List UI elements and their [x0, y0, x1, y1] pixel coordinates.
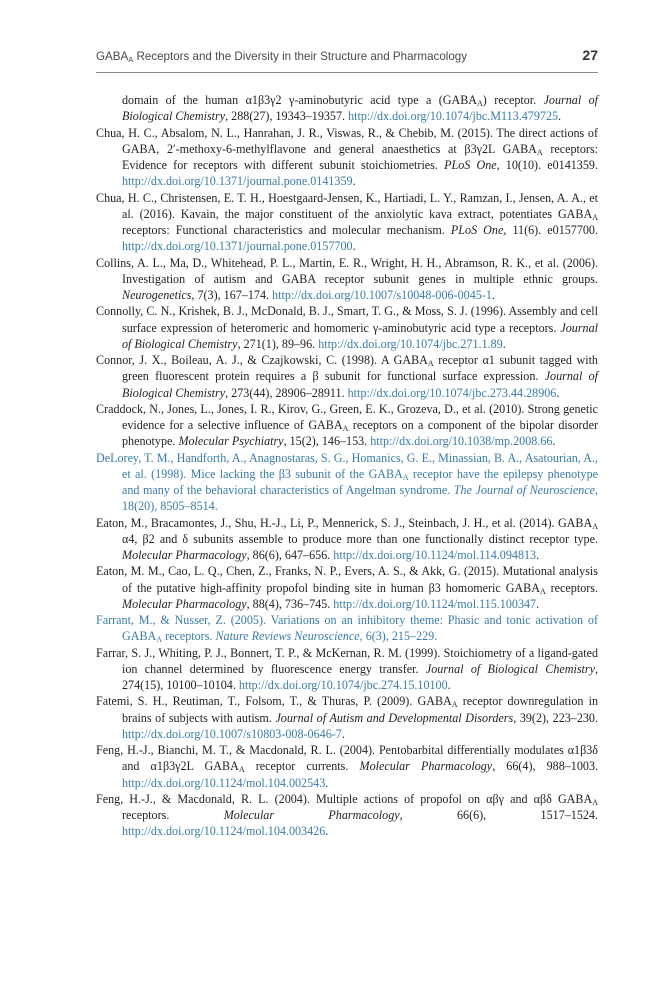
- reference-text: Chua, H. C., Absalom, N. L., Hanrahan, J. R., Viswas, R., & Chebib, M. (2015). The direct actions of GABA, 2′-methoxy-6-methylflavone and general anaesthetics at β3γ2L GABA: [96, 125, 598, 156]
- reference-volume: , 274(15), 10100–10104.: [122, 661, 598, 692]
- reference-link[interactable]: [96, 451, 598, 514]
- reference-subscript: A: [592, 521, 598, 531]
- reference-volume: , 88(4), 736–745.: [246, 596, 334, 611]
- reference-journal: Journal of Autism and Developmental Disorders: [275, 710, 514, 725]
- reference-journal: Nature Reviews Neuroscience: [215, 629, 360, 644]
- reference-title-rest: receptors.: [122, 808, 224, 822]
- doi-link[interactable]: http://dx.doi.org/10.1124/mol.104.002543: [122, 775, 326, 790]
- reference-volume: , 7(3), 167–174.: [191, 288, 273, 302]
- reference-text: DeLorey, T. M., Handforth, A., Anagnostaras, S. G., Homanics, G. E., Minassian, B. A., Asatourian, A., et al. (1998). Mice lacking the β3 subunit of the GABA: [96, 450, 598, 481]
- reference-entry: [96, 693, 598, 742]
- reference-end-punct: .: [536, 596, 540, 611]
- reference-journal: Journal of Biological Chemistry: [122, 320, 598, 351]
- reference-title-rest: receptor currents.: [244, 759, 360, 774]
- reference-title-rest: receptor α1 subunit tagged with green fluorescent protein requires a β subunit for functional surface expression.: [122, 353, 598, 384]
- reference-end-punct: .: [558, 109, 562, 124]
- reference-end-punct: .: [352, 239, 356, 254]
- reference-journal: Molecular Pharmacology: [223, 808, 400, 822]
- reference-journal: PLoS One: [444, 158, 497, 172]
- reference-entry: [96, 645, 598, 694]
- reference-title-rest: receptor have the epilepsy phenotype and many of the behavioral characteristics of Angelman syndrome.: [122, 466, 598, 497]
- reference-text: Eaton, M. M., Cao, L. Q., Chen, Z., Franks, N. P., Evers, A. S., & Akk, G. (2015). Mutational analysis of the putative high-affinity propofol binding site in human β3 homomeric GABA: [96, 564, 598, 595]
- header-rule: [96, 72, 598, 73]
- reference-journal: Journal of Biological Chemistry: [122, 369, 598, 400]
- reference-volume: , 39(2), 223–230.: [513, 710, 599, 725]
- reference-text: Eaton, M., Bracamontes, J., Shu, H.-J., Li, P., Mennerick, S. J., Steinbach, J. H., et al. (2014). GABA: [96, 515, 593, 530]
- reference-text: Connolly, C. N., Krishek, B. J., McDonald, B. J., Smart, T. G., & Moss, S. J. (1996). Assembly and cell surface expression of heteromeric and homomeric γ-aminobutyric acid type a receptors.: [96, 304, 598, 335]
- reference-title-rest: receptors: Evidence for receptors with different subunit stoichiometries.: [122, 141, 599, 172]
- reference-end-punct: .: [352, 174, 356, 189]
- doi-link[interactable]: http://dx.doi.org/10.1074/jbc.273.44.28906: [347, 385, 557, 400]
- reference-journal: Molecular Pharmacology: [122, 548, 247, 562]
- reference-end-punct: .: [325, 775, 329, 790]
- reference-end-punct: .: [325, 824, 329, 839]
- reference-text: domain of the human α1β3γ2 γ-aminobutyric acid type a (GABA: [122, 93, 477, 107]
- reference-volume: , 271(1), 89–96.: [237, 336, 319, 351]
- reference-title-rest: receptor downregulation in brains of subjects with autism.: [122, 694, 599, 725]
- reference-entry: [96, 563, 598, 612]
- reference-end-punct: .: [447, 678, 451, 692]
- reference-volume: , 273(44), 28906–28911.: [225, 385, 348, 400]
- reference-subscript: A: [536, 147, 543, 157]
- reference-entry: [96, 401, 598, 450]
- doi-link[interactable]: http://dx.doi.org/10.1074/jbc.274.15.10100: [238, 678, 448, 692]
- reference-subscript: A: [156, 635, 163, 645]
- reference-list: [96, 92, 598, 840]
- reference-title-rest: ) receptor.: [482, 93, 544, 107]
- doi-link[interactable]: http://dx.doi.org/10.1124/mol.114.094813: [333, 548, 537, 562]
- running-title-pre: GABA: [96, 50, 129, 63]
- reference-entry: [96, 791, 598, 840]
- reference-volume: , 288(27), 19343–19357.: [225, 109, 349, 124]
- reference-text: Chua, H. C., Christensen, E. T. H., Hoestgaard-Jensen, K., Hartiadi, L. Y., Ramzan, I., Jensen, A. A., et al. (2016). Kavain, the major constituent of the anxiolytic kava extract, potentiates GABA: [96, 190, 598, 221]
- reference-subscript: A: [342, 424, 349, 433]
- reference-volume: , 18(20), 8505–8514.: [122, 483, 599, 514]
- reference-title-rest: receptors.: [545, 580, 598, 595]
- reference-volume: , 15(2), 146–153.: [283, 434, 371, 449]
- reference-entry: [96, 515, 598, 564]
- page-number: 27: [582, 47, 598, 63]
- reference-entry: [96, 303, 598, 352]
- reference-end-punct: .: [341, 726, 345, 741]
- reference-volume: , 11(6). e0157700.: [503, 223, 598, 237]
- reference-journal: Molecular Psychiatry: [178, 434, 284, 449]
- reference-link[interactable]: [96, 613, 598, 643]
- reference-volume: , 6(3), 215–229.: [359, 629, 438, 644]
- reference-title-rest: receptors: Functional characteristics and molecular mechanism.: [122, 223, 451, 237]
- reference-journal: Molecular Pharmacology: [359, 759, 493, 774]
- reference-subscript: A: [238, 765, 245, 775]
- reference-end-punct: .: [552, 434, 556, 449]
- reference-subscript: A: [592, 212, 598, 222]
- reference-journal: Journal of Biological Chemistry: [425, 661, 595, 676]
- doi-link[interactable]: http://dx.doi.org/10.1007/s10803-008-0646-7: [122, 726, 342, 741]
- running-header: [96, 47, 598, 67]
- reference-title-rest: receptors on a component of the bipolar disorder phenotype.: [122, 418, 598, 449]
- reference-end-punct: .: [556, 385, 560, 400]
- doi-link[interactable]: http://dx.doi.org/10.1371/journal.pone.0157700: [122, 239, 353, 254]
- reference-text: Fatemi, S. H., Reutiman, T., Folsom, T., & Thuras, P. (2009). GABA: [96, 694, 452, 709]
- reference-journal: PLoS One: [450, 223, 504, 237]
- reference-journal: Journal of Biological Chemistry: [122, 93, 598, 124]
- doi-link[interactable]: http://dx.doi.org/10.1038/mp.2008.66: [370, 434, 553, 449]
- reference-volume: , 66(6), 1517–1524.: [399, 808, 598, 822]
- running-title-post: Receptors and the Diversity in their Structure and Pharmacology: [133, 50, 468, 63]
- reference-entry[interactable]: [96, 612, 598, 645]
- reference-text: Feng, H.-J., & Macdonald, R. L. (2004). Multiple actions of propofol on αβγ and αβδ GABA: [96, 791, 593, 806]
- reference-end-punct: .: [502, 336, 506, 351]
- reference-title-rest: α4, β2 and δ subunits assemble to produce more than one functionally distinct receptor type.: [122, 531, 598, 546]
- doi-link[interactable]: http://dx.doi.org/10.1007/s10048-006-0045-1: [272, 288, 492, 302]
- reference-end-punct: .: [491, 288, 495, 302]
- reference-journal: Molecular Pharmacology: [122, 596, 247, 611]
- reference-subscript: A: [402, 472, 409, 482]
- reference-entry: [96, 255, 598, 304]
- reference-subscript: A: [451, 700, 458, 710]
- reference-text: Connor, J. X., Boileau, A. J., & Czajkowski, C. (1998). A GABA: [96, 353, 428, 367]
- reference-subscript: A: [427, 359, 434, 368]
- reference-entry: [96, 352, 598, 401]
- reference-volume: , 66(4), 988–1003.: [492, 759, 599, 774]
- reference-subscript: A: [592, 797, 598, 807]
- reference-text: Collins, A. L., Ma, D., Whitehead, P. L., Martin, E. R., Wright, H. H., Abramson, R. K., et al. (2006). Investigation of autism and GABA receptor subunit genes in multiple ethnic groups.: [96, 255, 598, 286]
- doi-link[interactable]: http://dx.doi.org/10.1124/mol.115.100347: [333, 596, 537, 611]
- running-title-subscript: A: [128, 55, 134, 64]
- reference-text: Farrar, S. J., Whiting, P. J., Bonnert, T. P., & McKernan, R. M. (1999). Stoichiometry of a ligand-gated ion channel determined by fluorescence energy transfer.: [96, 645, 598, 676]
- reference-title-rest: receptors.: [162, 629, 216, 644]
- doi-link[interactable]: http://dx.doi.org/10.1074/jbc.271.1.89: [318, 336, 503, 351]
- reference-end-punct: .: [536, 548, 540, 562]
- doi-link[interactable]: http://dx.doi.org/10.1124/mol.104.003426: [122, 824, 326, 839]
- reference-entry: [96, 742, 598, 791]
- reference-subscript: A: [539, 586, 546, 596]
- doi-link[interactable]: http://dx.doi.org/10.1371/journal.pone.0141359: [122, 174, 353, 189]
- reference-text: Feng, H.-J., Bianchi, M. T., & Macdonald, R. L. (2004). Pentobarbital differentially modulates α1β3δ and α1β3γ2L GABA: [96, 743, 598, 774]
- doi-link[interactable]: http://dx.doi.org/10.1074/jbc.M113.479725: [348, 109, 559, 124]
- reference-journal: Neurogenetics: [122, 288, 192, 302]
- reference-entry: [96, 125, 598, 190]
- reference-entry: [96, 190, 598, 255]
- reference-volume: , 86(6), 647–656.: [246, 548, 334, 562]
- reference-text: Craddock, N., Jones, L., Jones, I. R., Kirov, G., Green, E. K., Grozeva, D., et al. (2010). Strong genetic evidence for a selective influence of GABA: [96, 401, 598, 432]
- reference-text: Farrant, M., & Nusser, Z. (2005). Variations on an inhibitory theme: Phasic and tonic activation of GABA: [96, 613, 598, 644]
- running-title: [96, 50, 467, 64]
- reference-volume: , 10(10). e0141359.: [496, 158, 598, 172]
- reference-entry[interactable]: [96, 450, 598, 515]
- reference-journal: The Journal of Neuroscience: [453, 483, 595, 497]
- reference-subscript: A: [477, 99, 483, 108]
- reference-entry: [96, 92, 598, 125]
